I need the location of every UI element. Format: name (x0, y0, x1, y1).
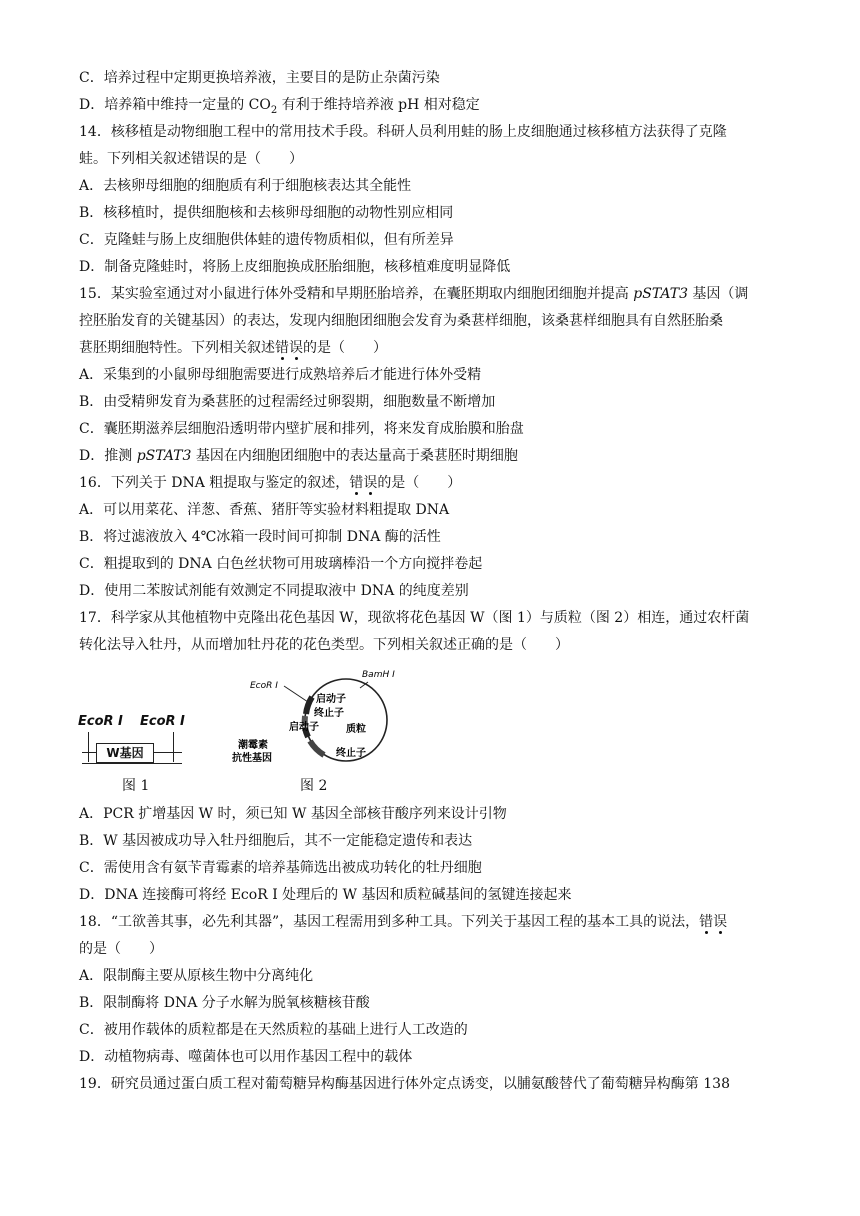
q16-stem: 16．下列关于 DNA 粗提取与鉴定的叙述，错误的是（ ） (79, 475, 462, 491)
dna-strand-bottom (82, 763, 182, 764)
q17-option-d: D．DNA 连接酶可将经 EcoR Ⅰ 处理后的 W 基因和质粒碱基间的氢键连接起来 (79, 887, 572, 903)
q14-stem-line-1: 14．核移植是动物细胞工程中的常用技术手段。科研人员利用蛙的肠上皮细胞通过核移植方法获得了克隆 (79, 124, 727, 140)
promoter-label-2: 启动子 (289, 722, 319, 733)
figure-2-caption: 图 2 (300, 778, 328, 794)
q14-option-c: C．克隆蛙与肠上皮细胞供体蛙的遗传物质相似，但有所差异 (79, 232, 454, 248)
q17-option-c: C．需使用含有氨苄青霉素的培养基筛选出被成功转化的牡丹细胞 (79, 860, 482, 876)
q15-option-b: B．由受精卵发育为桑葚胚的过程需经过卵裂期，细胞数量不断增加 (79, 394, 496, 410)
q17-stem-line-1: 17．科学家从其他植物中克隆出花色基因 W，现欲将花色基因 W（图 1）与质粒（图 2）相连，通过农杆菌 (79, 610, 750, 626)
q18-option-d: D．动植物病毒、噬菌体也可以用作基因工程中的载体 (79, 1049, 413, 1065)
q18-option-c: C．被用作载体的质粒都是在天然质粒的基础上进行人工改造的 (79, 1022, 468, 1038)
ecori-pointer (284, 686, 308, 702)
q17-option-a: A．PCR 扩增基因 W 时，须已知 W 基因全部核苷酸序列来设计引物 (79, 806, 507, 822)
resistance-gene-segment (310, 741, 324, 755)
terminator-label-1: 终止子 (314, 708, 344, 719)
q14-option-b: B．核移植时，提供细胞核和去核卵母细胞的动物性别应相同 (79, 205, 454, 221)
q16-option-a: A．可以用菜花、洋葱、香蕉、猪肝等实验材料粗提取 DNA (79, 502, 450, 518)
q15-stem-line-1: 15．某实验室通过对小鼠进行体外受精和早期胚胎培养，在囊胚期取内细胞团细胞并提高 pSTAT3 基因（调 (79, 286, 749, 302)
q15-option-c: C．囊胚期滋养层细胞沿透明带内壁扩展和排列，将来发育成胎膜和胎盘 (79, 421, 524, 437)
q17-option-b: B．W 基因被成功导入牡丹细胞后，其不一定能稳定遗传和表达 (79, 833, 473, 849)
q15-option-a: A．采集到的小鼠卵母细胞需要进行成熟培养后才能进行体外受精 (79, 367, 482, 383)
q14-option-a: A．去核卵母细胞的细胞质有利于细胞核表达其全能性 (79, 178, 412, 194)
figure-1-w-gene (78, 714, 190, 766)
q13-option-d: D．培养箱中维持一定量的 $CO_2$ 有利于维持培养液 pH 相对稳定 (79, 97, 480, 116)
q15-stem-line-2: 控胚胎发育的关键基因）的表达，发现内细胞团细胞会发育为桑葚样细胞，该桑葚样细胞具有自然胚胎桑 (79, 313, 723, 329)
ecori-cut-line-left (88, 732, 89, 762)
q15-option-d: D．推测 pSTAT3 基因在内细胞团细胞中的表达量高于桑葚胚时期细胞 (79, 448, 518, 464)
q18-stem-line-2: 的是（ ） (79, 941, 163, 957)
q15-stem-line-3: 葚胚期细胞特性。下列相关叙述错误的是（ ） (79, 340, 387, 356)
resistance-gene-label-line-2: 抗性基因 (232, 753, 272, 764)
ecori-site-right-label: EcoR Ⅰ (140, 714, 185, 729)
ecori-label: EcoR Ⅰ (250, 681, 278, 691)
resistance-gene-label-line-1: 潮霉素 (238, 740, 268, 751)
q18-option-b: B．限制酶将 DNA 分子水解为脱氧核糖核苷酸 (79, 995, 370, 1011)
ecori-cut-line-right (173, 732, 174, 762)
terminator-label-2: 终止子 (336, 748, 366, 759)
q18-stem-line-1: 18．“工欲善其事，必先利其器”，基因工程需用到多种工具。下列关于基因工程的基本工具的说法，错误 (79, 914, 728, 930)
q18-option-a: A．限制酶主要从原核生物中分离纯化 (79, 968, 314, 984)
q17-stem-line-2: 转化法导入牡丹，从而增加牡丹花的花色类型。下列相关叙述正确的是（ ） (79, 637, 569, 653)
q14-stem-line-2: 蛙。下列相关叙述错误的是（ ） (79, 151, 303, 167)
q13-option-c: C．培养过程中定期更换培养液，主要目的是防止杂菌污染 (79, 70, 440, 86)
figure-2-plasmid (228, 664, 404, 768)
q16-option-c: C．粗提取到的 DNA 白色丝状物可用玻璃棒沿一个方向搅拌卷起 (79, 556, 483, 572)
q16-option-d: D．使用二苯胺试剂能有效测定不同提取液中 DNA 的纯度差别 (79, 583, 469, 599)
q19-stem-line-1: 19．研究员通过蛋白质工程对葡萄糖异构酶基因进行体外定点诱变，以脯氨酸替代了葡萄糖异构酶第 138 (79, 1076, 730, 1092)
bamhi-label: BamH Ⅰ (362, 670, 395, 680)
figure-1-caption: 图 1 (122, 778, 150, 794)
w-gene-box: W基因 (96, 743, 154, 763)
q16-option-b: B．将过滤液放入 4℃冰箱一段时间可抑制 DNA 酶的活性 (79, 529, 441, 545)
promoter-label-1: 启动子 (316, 694, 346, 705)
promoter-segment-1 (306, 697, 312, 714)
plasmid-label: 质粒 (346, 724, 366, 735)
q14-option-d: D．制备克隆蛙时，将肠上皮细胞换成胚胎细胞，核移植难度明显降低 (79, 259, 511, 275)
ecori-site-left-label: EcoR Ⅰ (78, 714, 123, 729)
